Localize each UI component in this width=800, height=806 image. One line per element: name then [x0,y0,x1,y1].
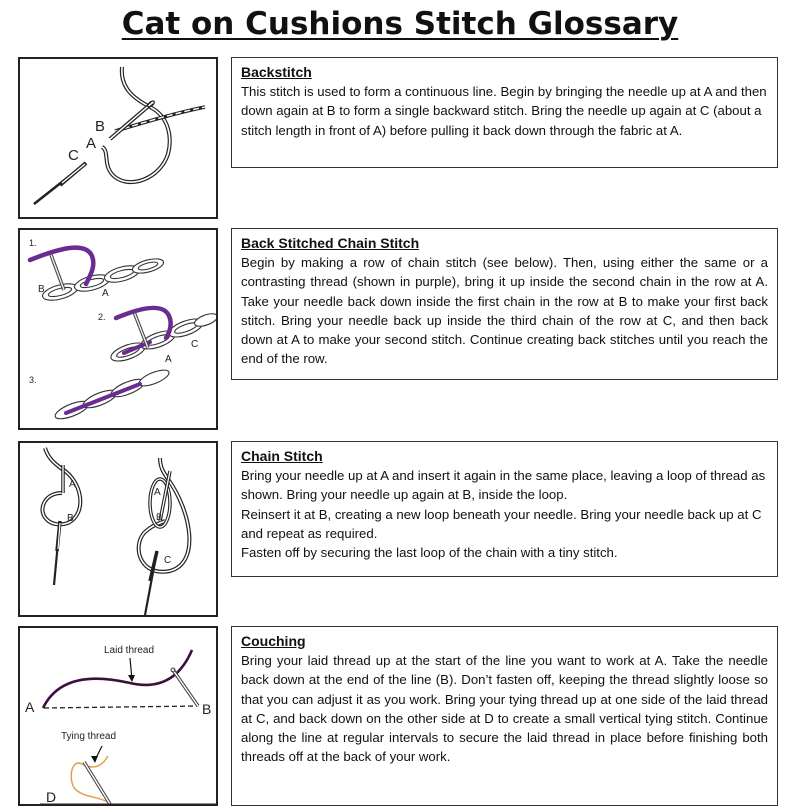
bsc-label-2: 2. [98,312,106,322]
backstitch-label-b: B [95,118,106,135]
couching-label-a: A [25,699,35,715]
back-stitched-chain-illustration [20,230,218,430]
couching-diagram [18,626,218,806]
page-title: Cat on Cushions Stitch Glossary [121,6,679,42]
chain-stitch-text-1: Bring your needle up at A and insert it again in the same place, leaving a loop of thread as shown. Bring your needle up again at B, inside the loop. [241,468,766,503]
chain-label-b2: B [156,512,163,522]
couching-text: Bring your laid thread up at the start of the line you want to work at A. Take the needle back down at the end of the line (B). Don’t fasten off, keeping the thread slightly loose so that you can adjust it as you work. Bring your tying thread up at one side of the laid thread at C, and back down on the other side at D to create a small vertical tying stitch. Continue along the line at regular intervals to secure the laid thread in place before finishing both threads off at the back of your work. [241,653,768,765]
bsc-label-1: 1. [29,238,37,248]
couching-illustration [20,628,218,806]
couching-label-laid-thread: Laid thread [104,645,155,656]
backstitch-label-a: A [86,135,97,152]
back-stitched-chain-heading: Back Stitched Chain Stitch [241,235,420,251]
chain-stitch-diagram [18,441,218,617]
back-stitched-chain-diagram [18,228,218,430]
chain-stitch-text-3: Fasten off by securing the last loop of the chain with a tiny stitch. [241,545,618,561]
bsc-label-b: B [38,284,45,295]
couching-description-box [231,626,778,806]
chain-label-b1: B [67,513,74,524]
backstitch-text: This stitch is used to form a continuous line. Begin by bringing the needle up at A and then down again at B to form a single backward stitch. Bring the needle up again at C (about a stitch length in front of A) before pulling it back down through the fabric at A. [241,84,767,138]
back-stitched-chain-description-box [231,228,778,380]
chain-stitch-description-box [231,441,778,577]
back-stitched-chain-text: Begin by making a row of chain stitch (see below). Then, using either the same or a contrasting thread (shown in purple), bring it up inside the second chain in the row at A. Take your needle back down inside the first chain in the row at B to make your first back stitch. Bring your needle back up inside the third chain of the row at C, and then back down at A to make your second stitch. Continue creating back stitches until you reach the end of the row. [241,255,768,367]
couching-heading: Couching [241,633,306,649]
chain-stitch-illustration [20,443,218,617]
backstitch-label-c: C [68,147,79,164]
chain-stitch-text-2: Reinsert it at B, creating a new loop beneath your needle. Bring your needle back up at C and repeat as required. [241,506,762,541]
backstitch-illustration [20,59,218,219]
chain-label-c: C [164,555,172,566]
bsc-label-c: C [191,339,199,350]
chain-label-a1: A [69,479,76,490]
bsc-label-3: 3. [29,375,37,385]
bsc-label-a2: A [165,354,172,365]
chain-stitch-heading: Chain Stitch [241,448,323,464]
backstitch-description-box [231,57,778,168]
couching-label-b: B [202,701,212,717]
backstitch-heading: Backstitch [241,64,312,80]
couching-label-tying-thread: Tying thread [61,731,117,742]
bsc-label-a1: A [102,288,109,299]
couching-label-d: D [46,789,57,805]
backstitch-diagram [18,57,218,219]
chain-label-a2: A [154,487,161,498]
